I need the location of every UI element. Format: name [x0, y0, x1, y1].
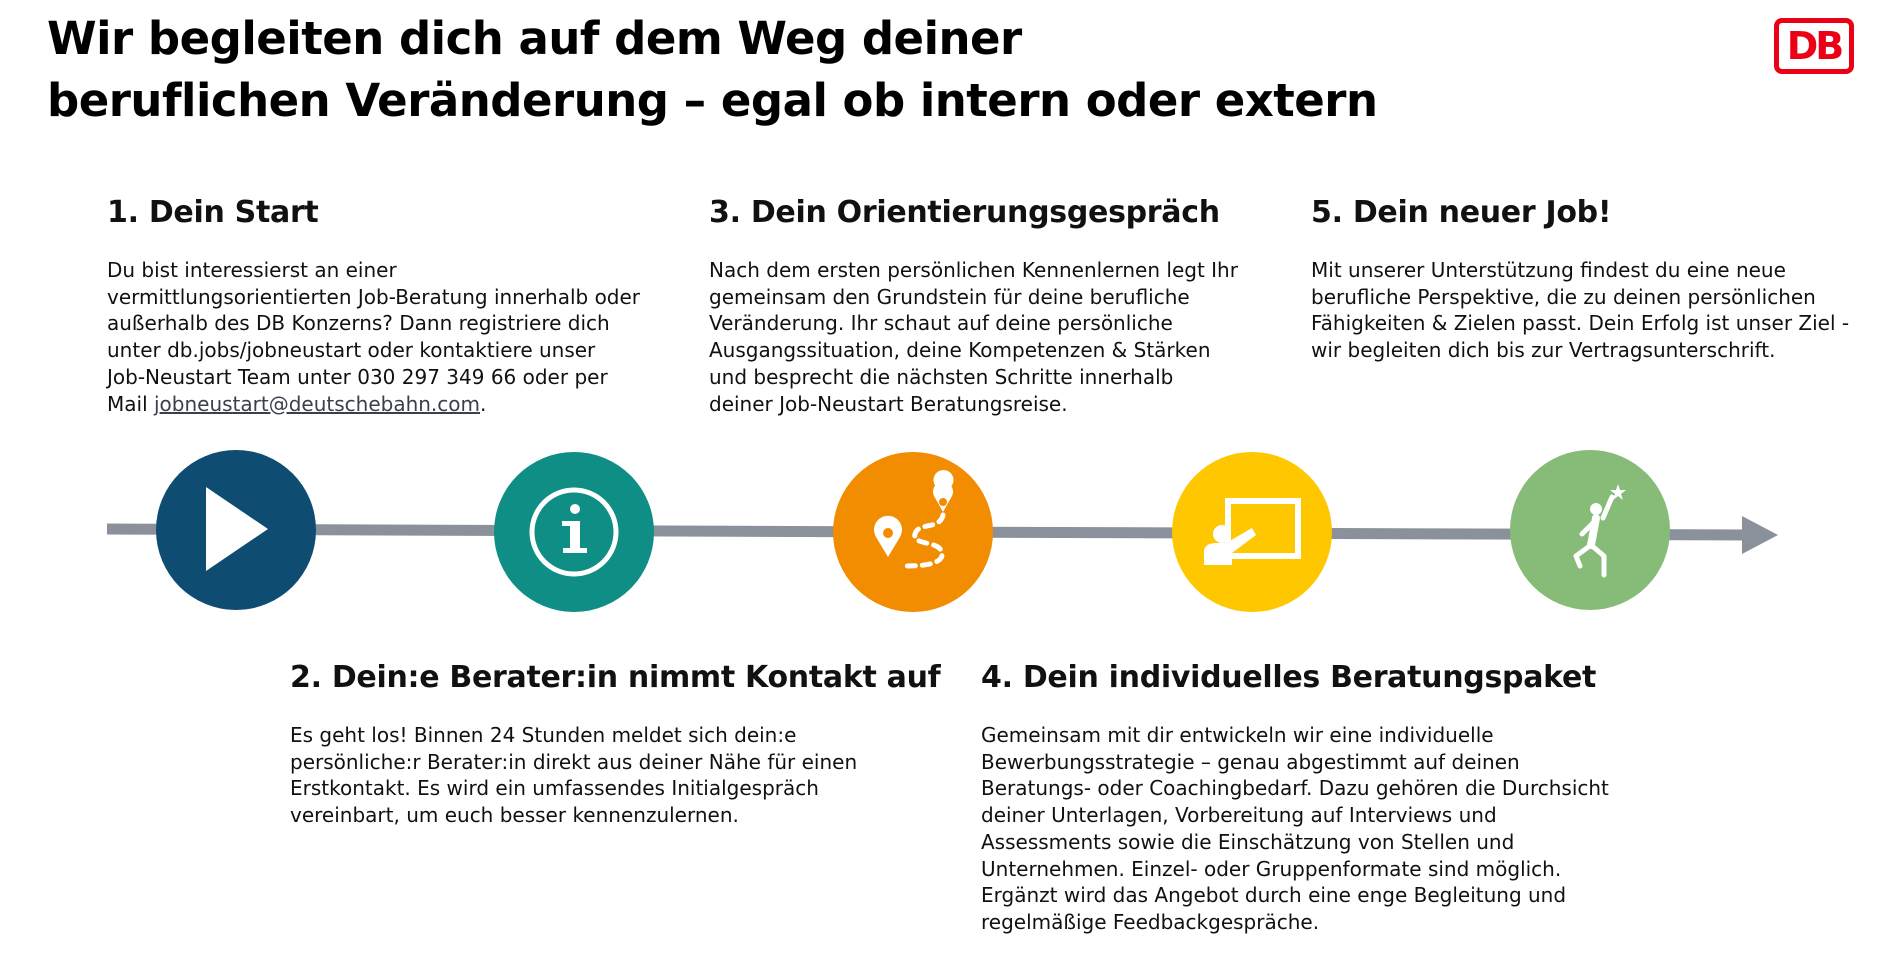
db-logo-text: DB [1786, 24, 1842, 68]
step-3-line: Veränderung. Ihr schaut auf deine persönliche [709, 311, 1173, 336]
step-4-body [981, 722, 1761, 936]
email-link[interactable]: jobneustart@deutschebahn.com [153, 391, 480, 416]
step-4-line: Beratungs- oder Coachingbedarf. Dazu gehören die Durchsicht [981, 776, 1609, 801]
step-5-line: wir begleiten dich bis zur Vertragsunterschrift. [1311, 338, 1776, 363]
step-2-line: Es geht los! Binnen 24 Stunden meldet sich dein:e [290, 723, 797, 747]
step-4-line: Bewerbungsstrategie – genau abgestimmt auf deinen [981, 749, 1520, 774]
step-3-line: Ausgangssituation, deine Kompetenzen & Stärken [709, 338, 1211, 363]
step-1-line: unter db.jobs/jobneustart oder kontaktiere unser [107, 338, 596, 363]
title-line-2: beruflichen Veränderung – egal ob intern oder extern [47, 74, 1378, 127]
step-1-line: vermittlungsorientierten Job-Beratung innerhalb oder [107, 284, 641, 309]
step-4-marker [1172, 452, 1332, 612]
step-3-line: gemeinsam den Grundstein für deine berufliche [709, 284, 1190, 309]
step-4-line: Assessments sowie die Einschätzung von Stellen und [981, 829, 1515, 854]
step-1-line: Du bist interessierst an einer [107, 258, 397, 282]
step-3-line: deiner Job-Neustart Beratungsreise. [709, 391, 1068, 416]
step-3-marker [833, 452, 993, 612]
step-4 [981, 658, 1761, 936]
step-4-line: Gemeinsam mit dir entwickeln wir eine individuelle [981, 723, 1494, 747]
step-5-line: Mit unserer Unterstützung findest du eine neue [1311, 258, 1786, 282]
step-1-title: 1. Dein Start [107, 195, 319, 230]
step-2-title: 2. Dein:e Berater:in nimmt Kontakt auf [290, 660, 941, 695]
step-2-body [290, 722, 990, 829]
step-4-title: 4. Dein individuelles Beratungspaket [981, 660, 1597, 695]
timeline-arrowhead [1742, 516, 1778, 554]
step-4-line: regelmäßige Feedbackgespräche. [981, 909, 1320, 934]
step-1-marker [156, 450, 316, 610]
step-2-line: Erstkontakt. Es wird ein umfassendes Initialgespräch [290, 776, 819, 801]
title-line-1: Wir begleiten dich auf dem Weg deiner [47, 12, 1022, 65]
step-5-title: 5. Dein neuer Job! [1311, 195, 1612, 230]
step-4-line: Unternehmen. Einzel- oder Gruppenformate sind möglich. [981, 856, 1562, 881]
step-2-line: persönliche:r Berater:in direkt aus deiner Nähe für einen [290, 749, 858, 774]
step-1-line: Job-Neustart Team unter 030 297 349 66 oder per [107, 364, 608, 389]
step-3-title: 3. Dein Orientierungsgespräch [709, 195, 1220, 230]
step-3-line: und besprecht die nächsten Schritte innerhalb [709, 364, 1174, 389]
step-1-line: außerhalb des DB Konzerns? Dann registriere dich [107, 311, 610, 336]
step-1-mail-suffix: . [480, 391, 487, 416]
step-2-marker [494, 452, 654, 612]
step-4-line: deiner Unterlagen, Vorbereitung auf Interviews und [981, 803, 1497, 828]
step-5-line: Fähigkeiten & Zielen passt. Dein Erfolg ist unser Ziel - [1311, 311, 1850, 336]
step-5-marker [1510, 450, 1670, 610]
step-1-mail-prefix: Mail [107, 391, 154, 416]
step-3-line: Nach dem ersten persönlichen Kennenlernen legt Ihr [709, 258, 1238, 282]
step-4-line: Ergänzt wird das Angebot durch eine enge Begleitung und [981, 883, 1567, 908]
step-2 [290, 658, 990, 829]
step-2-line: vereinbart, um euch besser kennenzulernen. [290, 803, 739, 828]
step-3-circle [833, 452, 993, 612]
step-5-line: berufliche Perspektive, die zu deinen persönlichen [1311, 284, 1816, 309]
